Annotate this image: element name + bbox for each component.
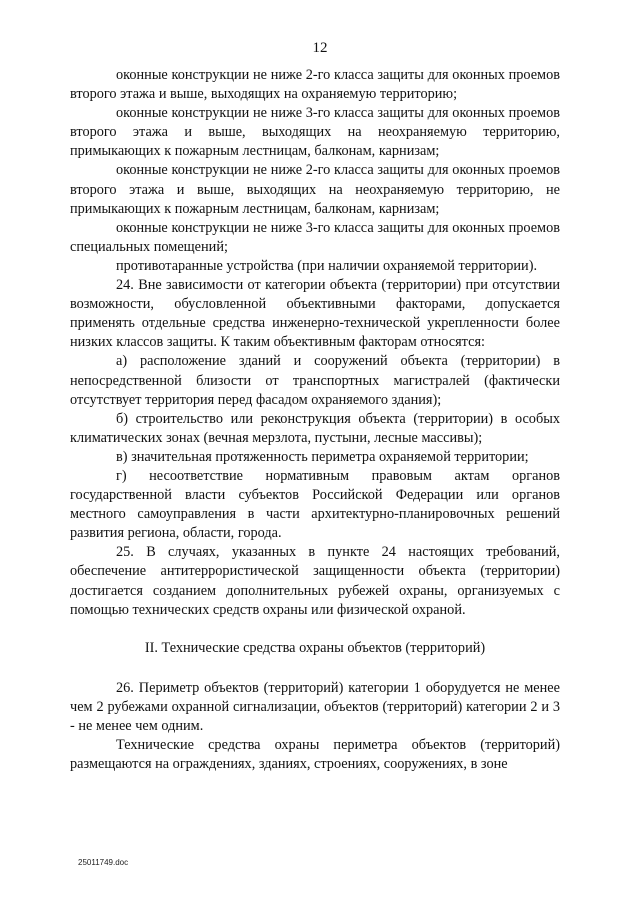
paragraph-window-2nd-class-guarded: оконные конструкции не ниже 2-го класса защиты для оконных проемов второго этажа и выше, выходящих на охраняемую территорию; bbox=[70, 67, 560, 103]
footer-file-code: 25011749.doc bbox=[78, 858, 129, 867]
page-number: 12 bbox=[312, 40, 328, 56]
paragraph-clause-24-a: а) расположение зданий и сооружений объекта (территории) в непосредственной близости от транспортных магистралей (фактически отсутствует территория перед фасадом охраняемого здания); bbox=[70, 353, 560, 408]
paragraph-perimeter-equipment: Технические средства охраны периметра объектов (территорий) размещаются на ограждениях, зданиях, строениях, сооружениях, в зоне bbox=[70, 737, 560, 773]
paragraph-clause-24-b: б) строительство или реконструкция объекта (территории) в особых климатических зонах (вечная мерзлота, пустыни, лесные массивы); bbox=[70, 410, 560, 446]
paragraph-clause-26: 26. Периметр объектов (территорий) категории 1 оборудуется не менее чем 2 рубежами охранной сигнализации, объектов (территорий) категории 2 и 3 - не менее чем одним. bbox=[70, 679, 560, 734]
document-body bbox=[70, 66, 560, 774]
paragraph-clause-24-c: в) значительная протяженность периметра охраняемой территории; bbox=[116, 448, 529, 465]
paragraph-clause-24: 24. Вне зависимости от категории объекта (территории) при отсутствии возможности, обусловленной объективными факторами, допускается применять отдельные средства инженерно-технической укрепленности более низких классов защиты. К таким объективным факторам относятся: bbox=[70, 277, 560, 351]
paragraph-clause-24-d: г) несоответствие нормативным правовым актам органов государственной власти субъектов Российской Федерации или органов местного самоуправления в части архитектурно-планировочных решений развития региона, области, города. bbox=[70, 467, 560, 542]
section-heading: II. Технические средства охраны объектов (территорий) bbox=[144, 639, 486, 656]
paragraph-anti-ram-devices: противотаранные устройства (при наличии охраняемой территории). bbox=[116, 257, 538, 274]
paragraph-window-special-rooms: оконные конструкции не ниже 3-го класса защиты для оконных проемов специальных помещений; bbox=[70, 219, 560, 255]
paragraph-window-3rd-class-adjacent: оконные конструкции не ниже 3-го класса защиты для оконных проемов второго этажа и выше, выходящих на неохраняемую территорию, примыкающих к пожарным лестницам, балконам, карнизам; bbox=[70, 105, 560, 160]
paragraph-clause-25: 25. В случаях, указанных в пункте 24 настоящих требований, обеспечение антитеррористической защищенности объекта (территории) достигается созданием дополнительных рубежей охраны, организуемых с помощью технических средств охраны или физической охраной. bbox=[70, 544, 560, 618]
paragraph-window-2nd-class-not-adjacent: оконные конструкции не ниже 2-го класса защиты для оконных проемов второго этажа и выше, выходящих на неохраняемую территорию, не примыкающих к пожарным лестницам, балконам, карнизам; bbox=[70, 162, 560, 217]
